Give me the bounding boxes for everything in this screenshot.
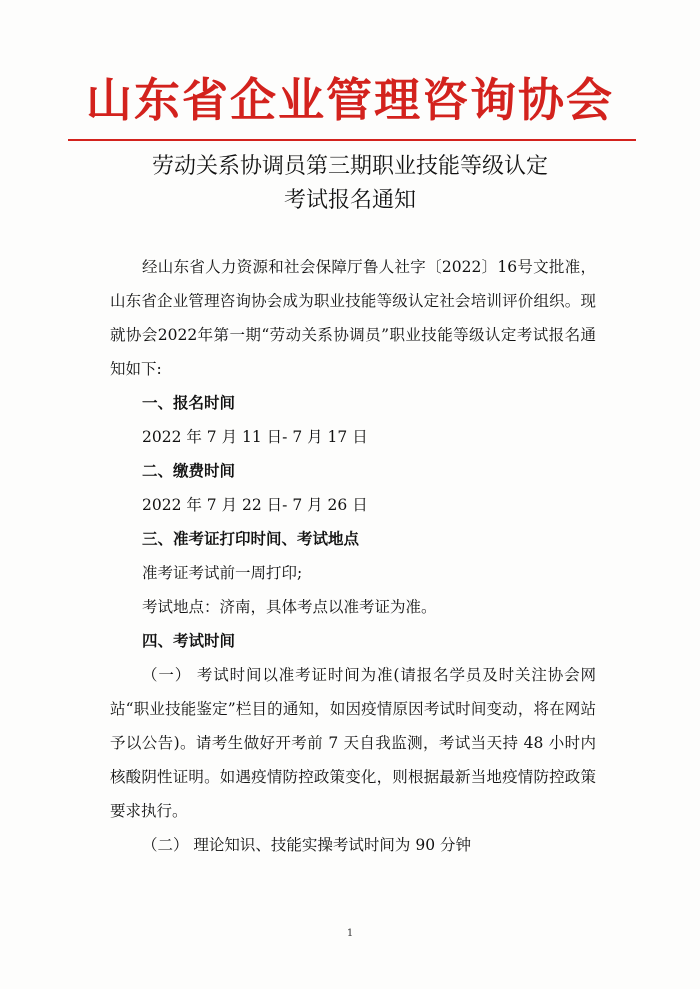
document-title (0, 150, 700, 218)
exam-time-paragraph-1: （一） 考试时间以准考证时间为准(请报名学员及时关注协会网站“职业技能鉴定”栏目的通知，如因疫情原因考试时间变动，将在网站予以公告)。请考生做好开考前 7 天自我监测，考试当天持 48 小时内核酸阴性证明。如遇疫情防控政策变化，则根据最新当地疫情防控政策要求执行。 (110, 666, 596, 820)
admission-ticket-text: 准考证考试前一周打印; (142, 564, 303, 582)
organization-header: 山东省企业管理咨询协会 (86, 73, 614, 127)
intro-paragraph: 经山东省人力资源和社会保障厅鲁人社字〔2022〕16号文批准，山东省企业管理咨询协会成为职业技能等级认定社会培训评价组织。现就协会2022年第一期“劳动关系协调员”职业技能等级认定考试报名通知如下: (110, 258, 596, 378)
section-heading-admission-ticket-and-venue: 三、准考证打印时间、考试地点 (142, 529, 360, 548)
exam-venue-text: 考试地点：济南，具体考点以准考证为准。 (142, 598, 437, 616)
section-heading-exam-time: 四、考试时间 (142, 631, 236, 650)
document-body (110, 250, 596, 862)
section-heading-registration-time: 一、报名时间 (142, 393, 236, 412)
red-divider-line (68, 139, 636, 141)
payment-time-text: 2022 年 7 月 22 日- 7 月 26 日 (142, 496, 368, 514)
registration-time-text: 2022 年 7 月 11 日- 7 月 17 日 (142, 428, 368, 446)
page-number: 1 (346, 928, 354, 939)
section-heading-payment-time: 二、缴费时间 (142, 461, 236, 480)
document-title-line-1: 劳动关系协调员第三期职业技能等级认定 (151, 154, 548, 179)
document-title-line-2: 考试报名通知 (283, 188, 416, 213)
exam-time-paragraph-2: （二） 理论知识、技能实操考试时间为 90 分钟 (142, 836, 472, 854)
